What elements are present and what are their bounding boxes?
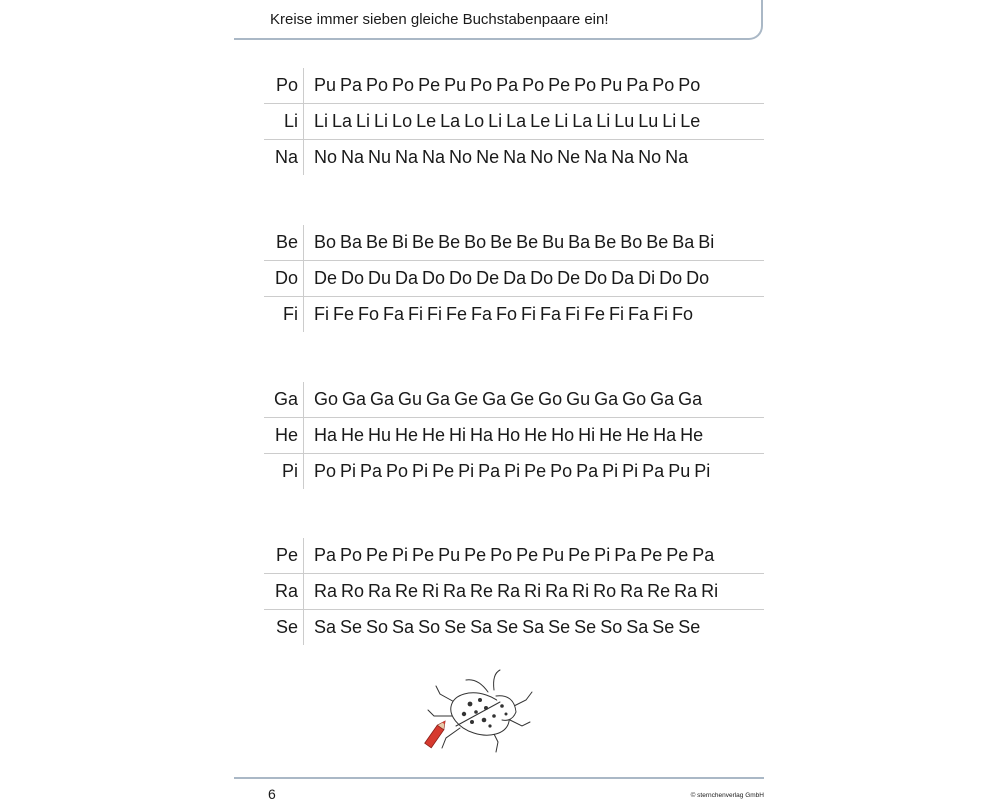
row-separator [303,574,304,609]
footer-line [234,777,764,779]
syllable-sequence[interactable]: Sa Se So Sa So Se Sa Se Sa Se Se So Sa Se Se [314,617,701,637]
page-number: 6 [268,786,276,802]
exercise-row [264,610,764,645]
exercise-row [264,418,764,454]
target-syllable: He [274,425,298,445]
target-syllable: Ga [273,389,298,409]
target-syllable: Se [275,617,298,637]
target-syllable: Be [275,232,298,252]
row-separator [303,140,304,175]
copyright-notice: © sternchenverlag GmbH [690,792,764,799]
exercise-group-2 [264,225,764,332]
instruction-text: Kreise immer sieben gleiche Buchstabenpaare ein! [270,11,609,28]
target-syllable: Pe [275,545,298,565]
row-separator [303,454,304,489]
row-separator [303,610,304,645]
syllable-sequence[interactable]: Pa Po Pe Pi Pe Pu Pe Po Pe Pu Pe Pi Pa Pe Pe Pa [314,545,715,565]
syllable-sequence[interactable]: De Do Du Da Do Do De Da Do De Do Da Di Do Do [314,268,710,288]
syllable-sequence[interactable]: Ra Ro Ra Re Ri Ra Re Ra Ri Ra Ri Ro Ra Re Ra Ri [314,581,719,601]
target-syllable: Do [274,268,298,288]
ladybug-illustration [418,664,534,754]
row-separator [303,297,304,332]
exercise-row [264,104,764,140]
exercise-group-3 [264,382,764,489]
row-separator [303,261,304,296]
syllable-sequence[interactable]: Po Pi Pa Po Pi Pe Pi Pa Pi Pe Po Pa Pi Pi Pa Pu Pi [314,461,711,481]
row-separator [303,382,304,417]
exercise-row [264,261,764,297]
syllable-sequence[interactable]: Go Ga Ga Gu Ga Ge Ga Ge Go Gu Ga Go Ga Ga [314,389,703,409]
exercise-row [264,538,764,574]
exercise-row [264,140,764,175]
syllable-sequence[interactable]: Li La Li Li Lo Le La Lo Li La Le Li La Li Lu Lu Li Le [314,111,701,131]
syllable-sequence[interactable]: No Na Nu Na Na No Ne Na No Ne Na Na No Na [314,147,689,167]
target-syllable: Na [274,147,298,167]
row-separator [303,538,304,573]
exercise-row [264,225,764,261]
exercise-group-1 [264,68,764,175]
exercise-row [264,454,764,489]
row-separator [303,225,304,260]
target-syllable: Li [283,111,298,131]
exercise-row [264,68,764,104]
exercise-row [264,574,764,610]
row-separator [303,68,304,103]
syllable-sequence[interactable]: Bo Ba Be Bi Be Be Bo Be Be Bu Ba Be Bo Be Ba Bi [314,232,715,252]
syllable-sequence[interactable]: Ha He Hu He He Hi Ha Ho He Ho Hi He He Ha He [314,425,704,445]
target-syllable: Fi [283,304,298,324]
exercise-group-4 [264,538,764,645]
exercise-row [264,297,764,332]
target-syllable: Ra [274,581,298,601]
target-syllable: Pi [281,461,298,481]
row-separator [303,418,304,453]
syllable-sequence[interactable]: Fi Fe Fo Fa Fi Fi Fe Fa Fo Fi Fa Fi Fe Fi Fa Fi Fo [314,304,694,324]
row-separator [303,104,304,139]
syllable-sequence[interactable]: Pu Pa Po Po Pe Pu Po Pa Po Pe Po Pu Pa Po Po [314,75,701,95]
exercise-row [264,382,764,418]
target-syllable: Po [275,75,298,95]
